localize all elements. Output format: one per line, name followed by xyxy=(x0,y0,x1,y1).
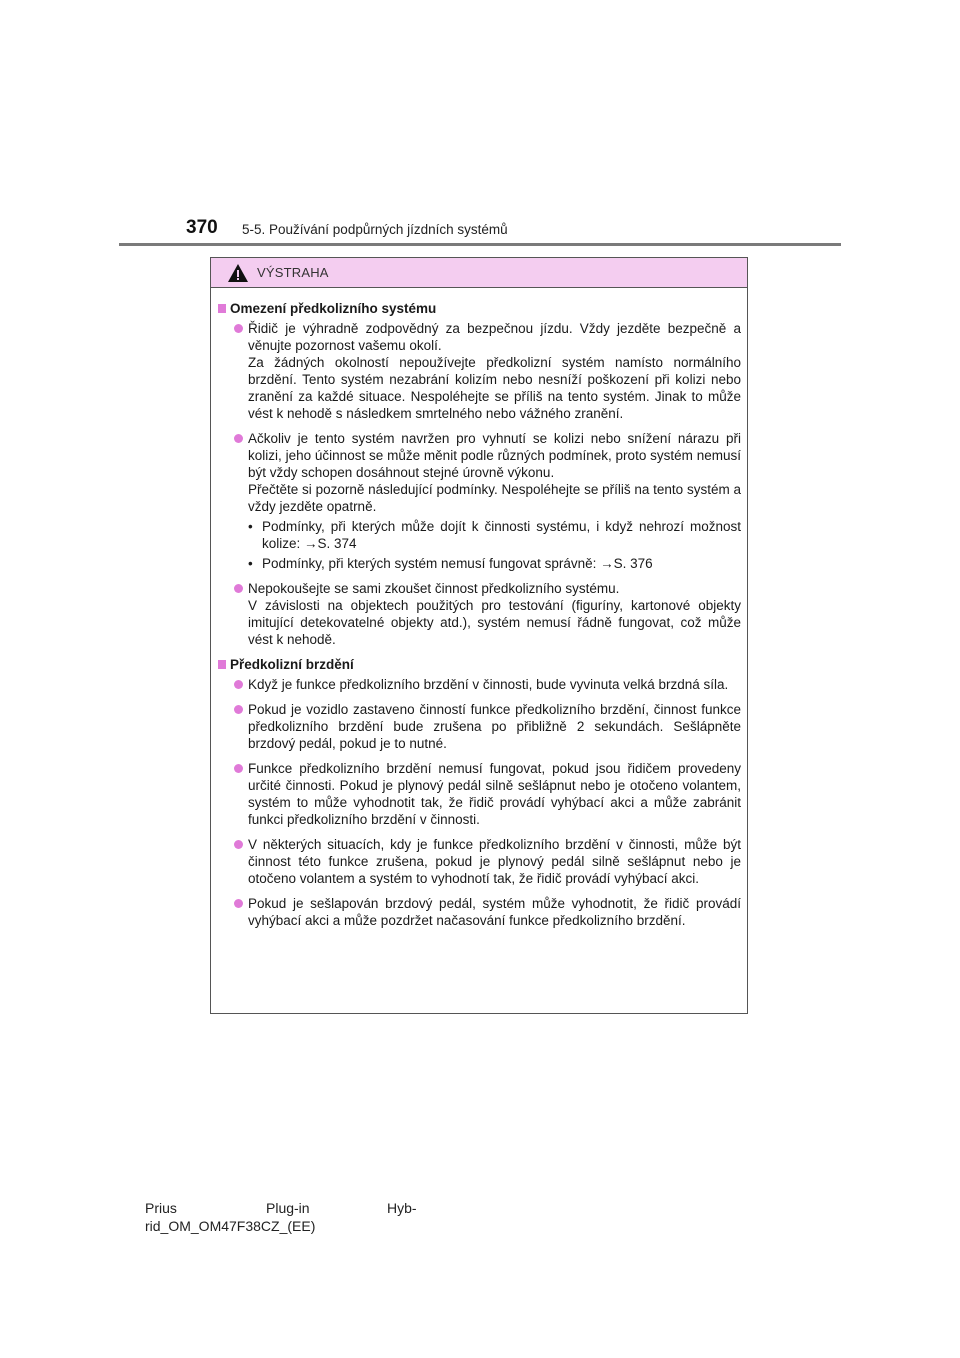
sub-item xyxy=(248,518,741,552)
footer-hybrid: Hyb- xyxy=(387,1200,417,1216)
footer-code: rid_OM_OM47F38CZ_(EE) xyxy=(145,1218,316,1234)
bullet-item xyxy=(218,701,741,752)
bullet-item-text xyxy=(248,320,741,422)
warning-header xyxy=(211,258,747,288)
section-heading xyxy=(218,300,741,317)
sub-item-text: Podmínky, při kterých může dojít k činnosti systému, i když nehrozí možnost kolize: →S. 374 xyxy=(262,519,741,551)
bullet-item xyxy=(218,430,741,572)
warning-title: VÝSTRAHA xyxy=(257,265,329,280)
footer xyxy=(145,1199,445,1235)
bullet-item xyxy=(218,676,741,693)
warning-box xyxy=(210,257,748,1014)
paragraph: Funkce předkolizního brzdění nemusí fungovat, pokud jsou řidičem provedeny určité činnosti. Pokud je plynový pedál silně sešlápnut nebo je otočeno volantem, systém to může vyhodnotit tak, že řidič provádí vyhýbací akci a může zabránit funkci předkolizního brzdění v činnosti. xyxy=(248,761,741,827)
bullet-item xyxy=(218,895,741,929)
round-bullet-icon xyxy=(234,764,243,773)
bullet-item xyxy=(218,836,741,887)
round-bullet-icon xyxy=(234,434,243,443)
square-bullet-icon xyxy=(218,304,226,313)
sub-item-text: Podmínky, při kterých systém nemusí fungovat správně: →S. 376 xyxy=(262,556,653,571)
paragraph: Ačkoliv je tento systém navržen pro vyhnutí se kolizi nebo snížení nárazu při kolizi, jeho účinnost se může měnit podle různých podmínek, proto systém nemusí být vždy schopen dosáhnout stejné úrovně výkonu. xyxy=(248,431,741,480)
round-bullet-icon xyxy=(234,899,243,908)
bullet-item-text xyxy=(248,836,741,887)
paragraph: Pokud je vozidlo zastaveno činností funkce předkolizního brzdění, činnost funkce předkolizního brzdění bude zrušena po přibližně 2 sekundách. Sešlápněte brzdový pedál, pokud je to nutné. xyxy=(248,702,741,751)
bullet-item-text xyxy=(248,760,741,828)
round-bullet-icon xyxy=(234,584,243,593)
warning-triangle-icon xyxy=(227,263,249,283)
bullet-item xyxy=(218,580,741,648)
round-bullet-icon xyxy=(234,680,243,689)
sub-bullet-icon: • xyxy=(248,519,253,534)
bullet-item-text xyxy=(248,701,741,752)
paragraph: Za žádných okolností nepoužívejte předkolizní systém namísto normálního brzdění. Tento systém nezabrání kolizím nebo nesníží poškození při kolizi nebo zranění za každé situace. Nespoléhejte se příliš na tento systém. Jinak to může vést k nehodě s následkem smrtelného nebo vážného zranění. xyxy=(248,355,741,421)
bullet-item-text xyxy=(248,580,741,648)
section-heading-text: Omezení předkolizního systému xyxy=(230,301,437,316)
bullet-item xyxy=(218,320,741,422)
section-heading-text: Předkolizní brzdění xyxy=(230,657,354,672)
round-bullet-icon xyxy=(234,840,243,849)
paragraph: V závislosti na objektech použitých pro testování (figuríny, kartonové objekty imitující detekovatelné objekty atd.), systém nemusí řádně fungovat, což může vést k nehodě. xyxy=(248,598,741,647)
sub-bullet-icon: • xyxy=(248,556,253,571)
paragraph: Nepokoušejte se sami zkoušet činnost předkolizního systému. xyxy=(248,581,620,596)
paragraph: V některých situacích, kdy je funkce předkolizního brzdění v činnosti, může být činnost této funkce zrušena, pokud je plynový pedál silně sešlápnut nebo je otočeno volantem a systém to vyhodnotí tak, že řidič provádí vyhýbací akci. xyxy=(248,837,741,886)
page-number: 370 xyxy=(186,217,218,238)
footer-variant: Plug-in xyxy=(266,1200,310,1216)
sub-item xyxy=(248,555,741,572)
section-title: 5-5. Používání podpůrných jízdních systémů xyxy=(242,222,508,237)
footer-model: Prius xyxy=(145,1200,177,1216)
paragraph: Když je funkce předkolizního brzdění v činnosti, bude vyvinuta velká brzdná síla. xyxy=(248,677,729,692)
header-rule xyxy=(119,243,841,246)
warning-body xyxy=(211,288,747,929)
round-bullet-icon xyxy=(234,324,243,333)
bullet-item xyxy=(218,760,741,828)
section-heading xyxy=(218,656,741,673)
paragraph: Pokud je sešlapován brzdový pedál, systém může vyhodnotit, že řidič provádí vyhýbací akci a může pozdržet načasování funkce předkolizního brzdění. xyxy=(248,896,741,928)
bullet-item-text xyxy=(248,676,741,693)
bullet-item-text xyxy=(248,430,741,572)
paragraph: Řidič je výhradně zodpovědný za bezpečnou jízdu. Vždy jezděte bezpečně a věnujte pozornost vašemu okolí. xyxy=(248,321,741,353)
paragraph: Přečtěte si pozorně následující podmínky. Nespoléhejte se příliš na tento systém a vždy jezděte opatrně. xyxy=(248,482,741,514)
square-bullet-icon xyxy=(218,660,226,669)
round-bullet-icon xyxy=(234,705,243,714)
bullet-item-text xyxy=(248,895,741,929)
